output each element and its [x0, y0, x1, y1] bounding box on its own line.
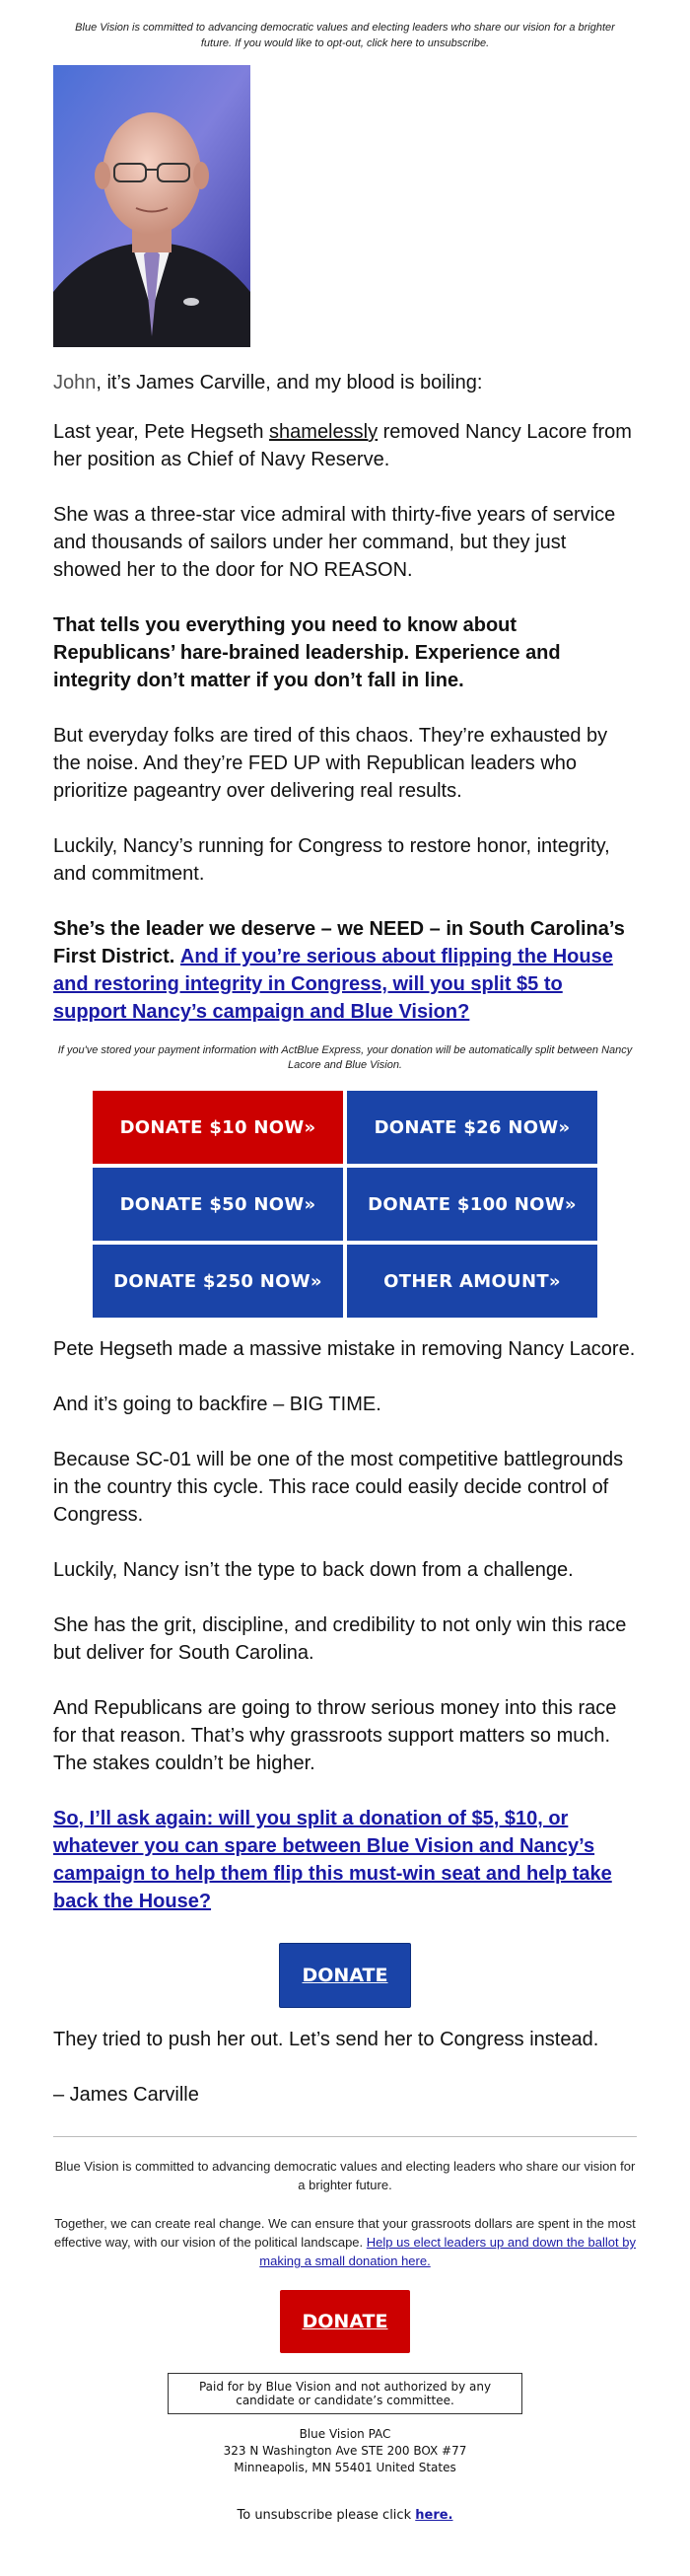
disclaimer-text: Blue Vision is committed to advancing democratic values and electing leaders who share our vision for a brighter future. If you would like to opt-out,	[75, 22, 615, 49]
org-name: Blue Vision PAC	[299, 2427, 391, 2441]
together-text: Together, we can create real change. We can ensure that your grassroots dollars are spent in the most effective way, with our vision of the political landscape.	[54, 2216, 636, 2250]
portrait-photo	[53, 65, 250, 347]
paragraph-9: Because SC-01 will be one of the most competitive battlegrounds in the country this cycle. This race could easily decide control of Congress.	[53, 1449, 624, 1526]
address-line-2: Minneapolis, MN 55401 United States	[234, 2461, 456, 2474]
donate-button-grid	[93, 1091, 597, 1318]
signoff: – James Carville	[53, 2084, 199, 2106]
paragraph-10: Luckily, Nancy isn’t the type to back down from a challenge.	[53, 1559, 574, 1581]
footer-mission: Blue Vision is committed to advancing democratic values and electing leaders who share our vision for a brighter future.	[54, 2159, 636, 2192]
actblue-note: If you've stored your payment information with ActBlue Express, your donation will be automatically split between Nancy Lacore and Blue Vision.	[57, 1044, 633, 1071]
donate-10-button[interactable]: DONATE $10 NOW»	[93, 1091, 343, 1164]
footer-donate-link[interactable]: Help us elect leaders up and down the ballot by making a small donation here.	[259, 2235, 636, 2268]
p6-bold: She’s the leader we deserve – we NEED – in South Carolina’s First District.	[53, 918, 625, 967]
donate-26-button[interactable]: DONATE $26 NOW»	[347, 1091, 597, 1164]
paragraph-6	[53, 915, 637, 1026]
recipient-name: John	[53, 372, 97, 394]
unsubscribe-link-top[interactable]: click here to unsubscribe.	[367, 37, 490, 49]
other-amount-button[interactable]: OTHER AMOUNT»	[347, 1245, 597, 1318]
paragraph-5: Luckily, Nancy’s running for Congress to restore honor, integrity, and commitment.	[53, 835, 610, 885]
p1-text-after: removed Nancy Lacore from her position as Chief of Navy Reserve.	[53, 421, 632, 470]
paragraph-1	[53, 418, 637, 473]
greeting	[53, 369, 637, 396]
donate-link-1[interactable]: And if you’re serious about flipping the House and restoring integrity in Congress, will you split $5 to support Nancy’s campaign and Blue Vision?	[53, 946, 613, 1023]
paragraph-13	[53, 1805, 637, 1915]
footer-divider	[53, 2136, 637, 2137]
unsubscribe-text: To unsubscribe please click	[237, 2508, 412, 2523]
p1-text: Last year, Pete Hegseth	[53, 421, 270, 443]
mailing-address	[53, 2426, 637, 2476]
paragraph-7: Pete Hegseth made a massive mistake in removing Nancy Lacore.	[53, 1338, 636, 1360]
paid-for-disclaimer: Paid for by Blue Vision and not authorized by any candidate or candidate’s committee.	[168, 2373, 522, 2414]
donate-250-button[interactable]: DONATE $250 NOW»	[93, 1245, 343, 1318]
paragraph-12: And Republicans are going to throw serious money into this race for that reason. That’s why grassroots support matters so much. The stakes couldn’t be higher.	[53, 1697, 617, 1774]
email-body	[53, 0, 637, 2523]
paragraph-14: They tried to push her out. Let’s send her to Congress instead.	[53, 2029, 599, 2050]
top-disclaimer	[71, 20, 619, 51]
donate-button-footer[interactable]: DONATE	[280, 2290, 410, 2353]
unsubscribe-link[interactable]: here.	[415, 2508, 453, 2523]
footer-together	[53, 2214, 637, 2270]
donate-link-2[interactable]: So, I’ll ask again: will you split a donation of $5, $10, or whatever you can spare between Blue Vision and Nancy’s campaign to help them flip this must-win seat and help take back the House?	[53, 1808, 612, 1912]
p1-underlined: shamelessly	[269, 421, 379, 443]
paragraph-11: She has the grit, discipline, and credibility to not only win this race but deliver for South Carolina.	[53, 1614, 627, 1664]
unsubscribe-footer	[53, 2508, 637, 2523]
greeting-text: , it’s James Carville, and my blood is boiling:	[96, 372, 483, 394]
paragraph-3: That tells you everything you need to know about Republicans’ hare-brained leadership. Experience and integrity don’t matter if you don’t fall in line.	[53, 614, 561, 691]
paragraph-8: And it’s going to backfire – BIG TIME.	[53, 1394, 381, 1415]
donate-100-button[interactable]: DONATE $100 NOW»	[347, 1168, 597, 1241]
donate-50-button[interactable]: DONATE $50 NOW»	[93, 1168, 343, 1241]
address-line-1: 323 N Washington Ave STE 200 BOX #77	[223, 2444, 467, 2458]
donate-button-mid[interactable]: DONATE	[279, 1943, 411, 2008]
paragraph-2: She was a three-star vice admiral with thirty-five years of service and thousands of sailors under her command, but they just showed her to the door for NO REASON.	[53, 504, 616, 581]
paragraph-4: But everyday folks are tired of this chaos. They’re exhausted by the noise. And they’re FED UP with Republican leaders who prioritize pageantry over delivering real results.	[53, 725, 608, 802]
